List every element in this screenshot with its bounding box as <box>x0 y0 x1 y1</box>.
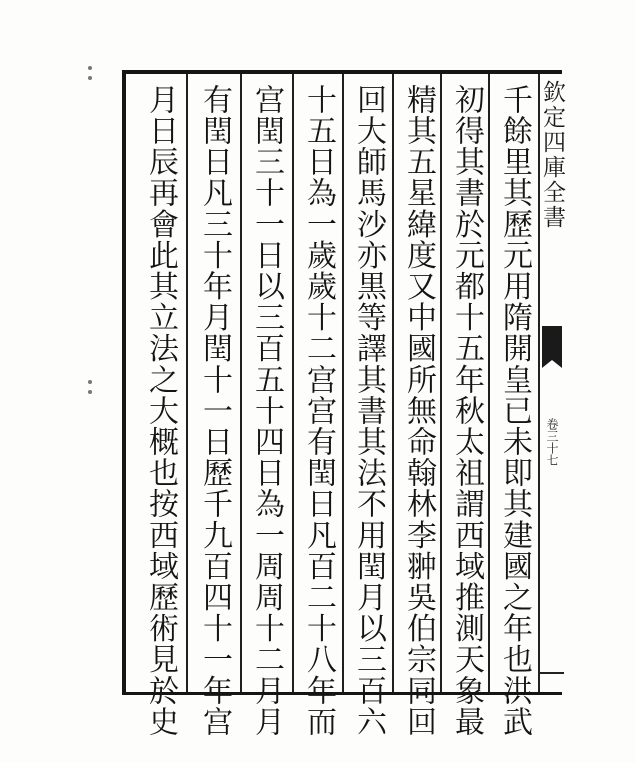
text-column-1: 千餘里其歷元用隋開皇已未即其建國之年也洪武 <box>497 84 532 738</box>
text-column-2: 初得其書於元都十五年秋太祖謂西域推測天象最 <box>449 84 484 738</box>
text-column-8: 月日辰再會此其立法之大概也按西域歷術見於史 <box>143 84 178 738</box>
text-column-6: 宫閏三十一日以三百五十四日為一周周十二月月 <box>249 84 284 738</box>
binding-mark <box>88 66 92 70</box>
binding-mark <box>88 76 92 80</box>
text-column-5: 十五日為一歲歲十二宫宫有閏日凡百二十八年而 <box>301 84 336 738</box>
column-divider <box>186 74 188 692</box>
book-title: 欽定四庫全書 <box>539 80 565 230</box>
margin-rule <box>540 672 564 674</box>
volume-number: 卷三十七 <box>545 418 559 466</box>
binding-mark <box>88 380 92 384</box>
text-column-3: 精其五星緯度又中國所無命翰林李翀吳伯宗同回 <box>401 84 436 738</box>
text-column-4: 回大師馬沙亦黒等譯其書其法不用閏月以三百六 <box>351 84 386 738</box>
fishtail-mark-icon <box>542 326 562 360</box>
text-column-7: 有閏日凡三十年月閏十一日歷千九百四十一年宫 <box>197 84 232 738</box>
binding-mark <box>88 390 92 394</box>
block-center-margin <box>538 74 564 692</box>
